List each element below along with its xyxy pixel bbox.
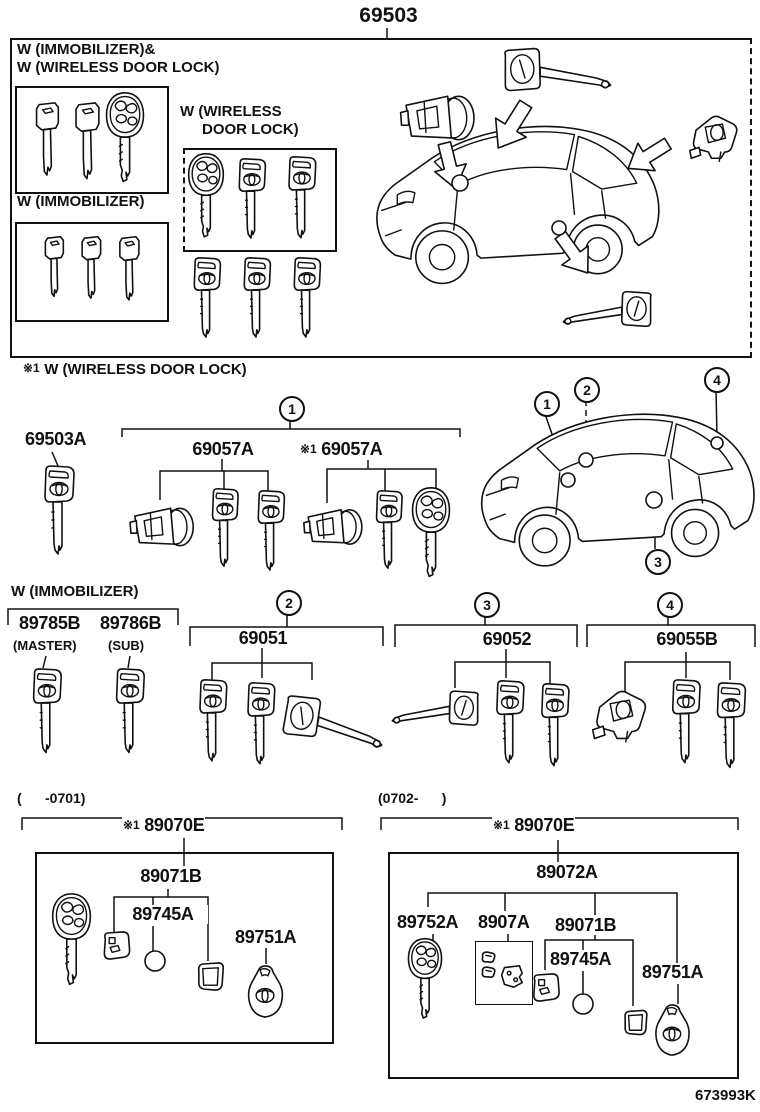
label-wireless-1: W (WIRELESS <box>180 103 282 120</box>
part-69503A[interactable]: 69503A <box>25 429 87 449</box>
ref-mark: ※1 <box>300 442 317 456</box>
date-range-late: (0702- ) <box>378 790 447 806</box>
master-key-icon <box>34 669 62 753</box>
transponder-key-icon <box>377 491 403 568</box>
location-marker <box>579 453 593 467</box>
part-69057A-alt[interactable]: ※1 69057A <box>300 439 383 459</box>
page-title-part[interactable]: 69503 <box>330 5 447 27</box>
transponder-key-icon <box>718 683 746 767</box>
car-callout-illustration <box>482 414 754 566</box>
label-immobilizer: W (IMMOBILIZER) <box>17 193 145 210</box>
part-89751A-late[interactable]: 89751A <box>642 962 704 982</box>
part-69051[interactable]: 69051 <box>218 629 308 648</box>
part-89786B[interactable]: 89786B <box>100 613 162 633</box>
part-89745A-early[interactable]: 89745A <box>118 905 208 924</box>
part-69057A[interactable]: 69057A <box>178 440 268 459</box>
part-69052[interactable]: 69052 <box>462 630 552 649</box>
part-89785B[interactable]: 89785B <box>19 613 81 633</box>
immobilizer-section-heading: W (IMMOBILIZER) <box>11 583 139 600</box>
doc-code: 673993K <box>695 1087 756 1104</box>
cylinder-set-icon <box>130 508 193 545</box>
immo-wireless-key-box <box>15 86 169 194</box>
car-callout-2[interactable]: 2 <box>574 377 600 403</box>
callout-2[interactable]: 2 <box>276 590 302 616</box>
part-89745A-late[interactable]: 89745A <box>550 949 612 969</box>
callout-3[interactable]: 3 <box>474 592 500 618</box>
part-89070E-early[interactable]: ※1 89070E <box>123 815 205 835</box>
key-69503A-icon <box>45 466 74 554</box>
label-wireless-2: DOOR LOCK) <box>202 121 299 138</box>
car-callout-1[interactable]: 1 <box>534 391 560 417</box>
part-69055B[interactable]: 69055B <box>640 630 734 649</box>
car-callout-3[interactable]: 3 <box>645 549 671 575</box>
door-cylinder-key-icon <box>392 691 478 725</box>
location-marker <box>711 437 723 449</box>
part-89071B-early[interactable]: 89071B <box>126 867 216 886</box>
wireless-key-box <box>183 148 337 252</box>
part-89070E-late[interactable]: ※1 89070E <box>493 815 575 835</box>
ref-mark: ※1 <box>123 818 140 832</box>
ref-mark: ※1 <box>493 818 510 832</box>
transponder-key-icon <box>248 683 275 764</box>
transponder-key-icon <box>213 489 239 566</box>
wireless-section-heading: ※1 W (WIRELESS DOOR LOCK) <box>23 361 247 378</box>
date-range-early: ( -0701) <box>17 790 86 806</box>
car-callout-4[interactable]: 4 <box>704 367 730 393</box>
transponder-key-icon <box>673 680 700 763</box>
switch-set-box <box>475 941 533 1005</box>
part-89751A-early[interactable]: 89751A <box>235 927 297 947</box>
remote-key-icon <box>413 488 450 577</box>
label-sub: (SUB) <box>108 638 145 653</box>
immobilizer-key-box <box>15 222 169 322</box>
callout-1[interactable]: 1 <box>279 396 305 422</box>
part-89752A[interactable]: 89752A <box>397 912 459 932</box>
transponder-key-icon <box>497 681 524 763</box>
part-8907A[interactable]: 8907A <box>478 912 530 932</box>
door-cylinder-key-icon <box>282 694 388 751</box>
location-marker <box>561 473 575 487</box>
sub-key-icon <box>117 669 145 753</box>
callout-4[interactable]: 4 <box>657 592 683 618</box>
transponder-key-icon <box>258 491 284 570</box>
location-marker <box>646 492 662 508</box>
back-door-lock-icon <box>593 691 646 741</box>
ref-mark: ※1 <box>23 361 40 375</box>
transponder-key-icon <box>542 684 569 766</box>
cylinder-set-icon <box>304 510 362 544</box>
transponder-key-icon <box>200 680 227 761</box>
label-immo-and-wireless-2: W (WIRELESS DOOR LOCK) <box>17 59 220 76</box>
label-immo-and-wireless-1: W (IMMOBILIZER)& <box>17 41 156 58</box>
part-89071B-late[interactable]: 89071B <box>555 915 617 935</box>
label-master: (MASTER) <box>13 638 77 653</box>
part-89072A[interactable]: 89072A <box>520 863 614 882</box>
